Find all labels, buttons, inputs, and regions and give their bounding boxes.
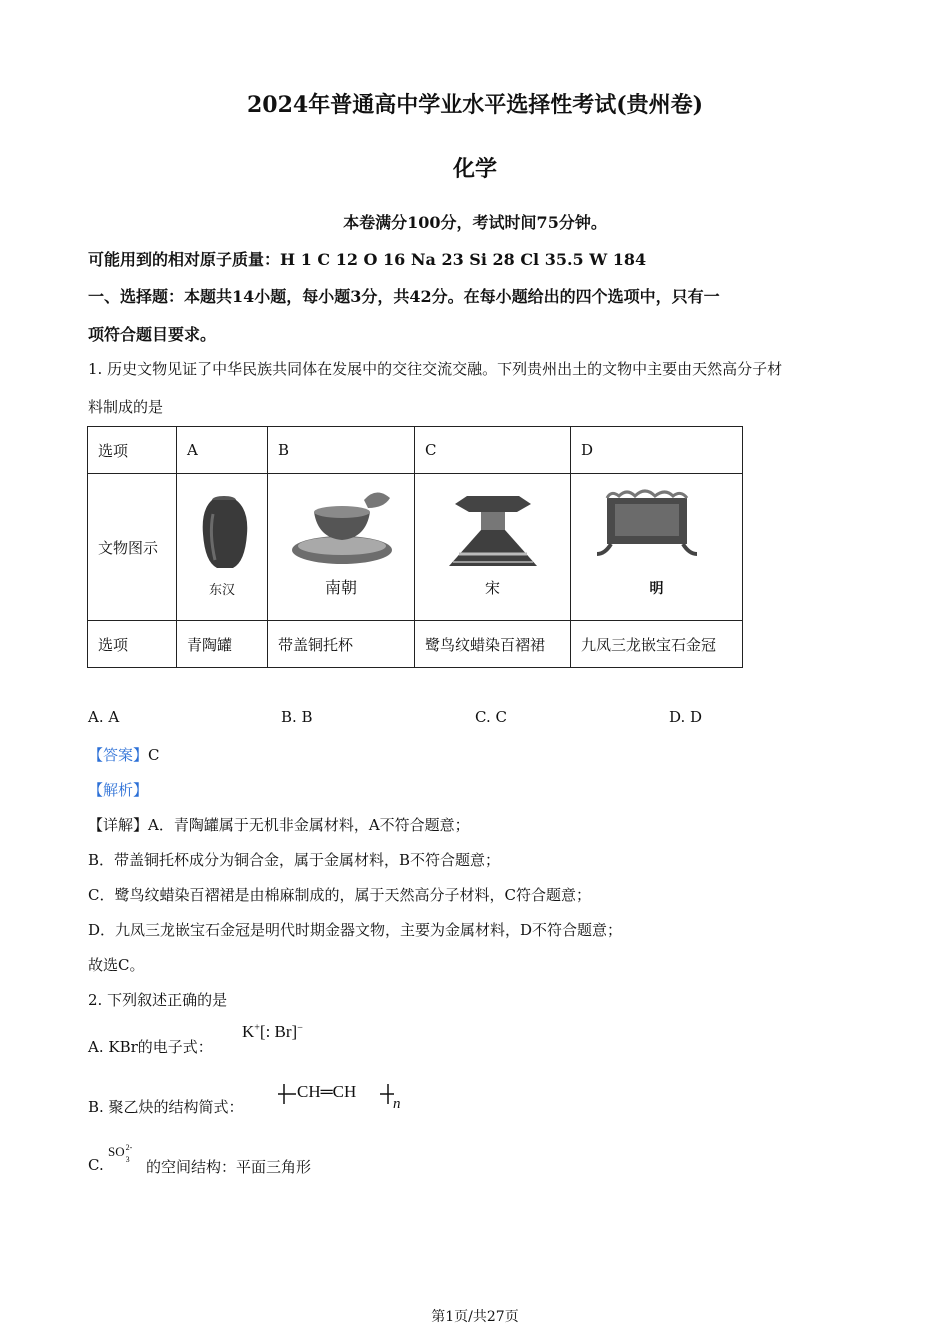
table-cell: A: [177, 427, 268, 474]
option-c: C. C: [475, 708, 507, 726]
answer-line: [88, 744, 160, 765]
table-cell: C: [415, 427, 571, 474]
jar-image: [177, 474, 267, 620]
crown-image: [571, 474, 742, 620]
skirt-image: [415, 474, 570, 620]
formula-br-charge: −: [297, 1022, 303, 1034]
sulfite-so: SO: [108, 1144, 125, 1159]
formula-k: K: [242, 1022, 255, 1041]
caption-a: 东汉: [208, 583, 235, 598]
table-row: [88, 427, 743, 474]
polyacetylene-formula: CH═CH: [297, 1082, 357, 1101]
q2-option-c-prefix: C.: [88, 1156, 104, 1174]
detail-tag: 【详解】: [88, 816, 149, 834]
option-b: B. B: [281, 708, 313, 726]
relic-image-a: [177, 474, 268, 621]
table-cell: D: [571, 427, 743, 474]
subject-title: 化学: [452, 156, 497, 182]
sulfite-charge: 2-: [125, 1143, 133, 1152]
atomic-masses: 可能用到的相对原子质量：H 1 C 12 O 16 Na 23 Si 28 Cl 35.5 W 184: [88, 250, 647, 269]
polyacetylene-n: n: [393, 1096, 401, 1112]
answer-value: C: [148, 746, 160, 764]
formula-k-charge: +: [254, 1022, 260, 1034]
page-title: 2024年普通高中学业水平选择性考试(贵州卷): [246, 92, 704, 118]
answer-tag: 【答案】: [88, 746, 149, 764]
detail-d: D．九凤三龙嵌宝石金冠是明代时期金器文物，主要为金属材料，D不符合题意；: [88, 921, 623, 939]
q2-option-b: B. 聚乙炔的结构简式：: [88, 1098, 244, 1116]
cup-image: [268, 474, 414, 620]
detail-b: B．带盖铜托杯成分为铜合金，属于金属材料，B不符合题意；: [88, 851, 501, 869]
caption-d: 明: [649, 581, 664, 597]
option-d: D. D: [669, 708, 703, 726]
q2-stem: 2. 下列叙述正确的是: [88, 991, 228, 1009]
q2-option-a: A. KBr的电子式：: [88, 1038, 213, 1056]
table-cell: 带盖铜托杯: [268, 621, 415, 668]
q1-stem-line2: 料制成的是: [88, 398, 164, 416]
section-heading-line2: 项符合题目要求。: [88, 325, 217, 344]
table-cell: 文物图示: [88, 474, 177, 621]
relic-image-d: [571, 474, 743, 621]
relic-table: [87, 426, 743, 668]
detail-c: C．鹭鸟纹蜡染百褶裙是由棉麻制成的，属于天然高分子材料，C符合题意；: [88, 886, 591, 904]
option-a: A. A: [88, 708, 120, 726]
detail-a: A．青陶罐属于无机非金属材料，A不符合题意；: [148, 816, 470, 834]
q2-option-c-text: 的空间结构：平面三角形: [146, 1158, 312, 1176]
conclusion: 故选C。: [88, 956, 145, 974]
table-cell: 九凤三龙嵌宝石金冠: [571, 621, 743, 668]
table-row: [88, 474, 743, 621]
relic-image-c: [415, 474, 571, 621]
section-heading-line1: 一、选择题：本题共14小题，每小题3分，共42分。在每小题给出的四个选项中，只有一: [88, 287, 720, 306]
table-cell: B: [268, 427, 415, 474]
table-cell: 选项: [88, 621, 177, 668]
sulfite-ion: [108, 1144, 132, 1164]
table-cell: 鹭鸟纹蜡染百褶裙: [415, 621, 571, 668]
page-number: 第1页/共27页: [431, 1309, 519, 1325]
exam-info: 本卷满分100分，考试时间75分钟。: [343, 213, 607, 232]
table-cell: 青陶罐: [177, 621, 268, 668]
analysis-tag: 【解析】: [88, 781, 149, 799]
kbr-electron-formula: [242, 1022, 303, 1042]
caption-b: 南朝: [324, 578, 357, 597]
table-row: [88, 621, 743, 668]
relic-image-b: [268, 474, 415, 621]
sulfite-subscript: 3: [125, 1155, 130, 1164]
caption-c: 宋: [484, 579, 500, 597]
detail-line-a: [88, 814, 470, 835]
table-cell: 选项: [88, 427, 177, 474]
q1-stem-line1: 1. 历史文物见证了中华民族共同体在发展中的交往交流交融。下列贵州出土的文物中主要由天然高分子材: [88, 360, 783, 378]
formula-br: [: Br]: [259, 1022, 298, 1041]
